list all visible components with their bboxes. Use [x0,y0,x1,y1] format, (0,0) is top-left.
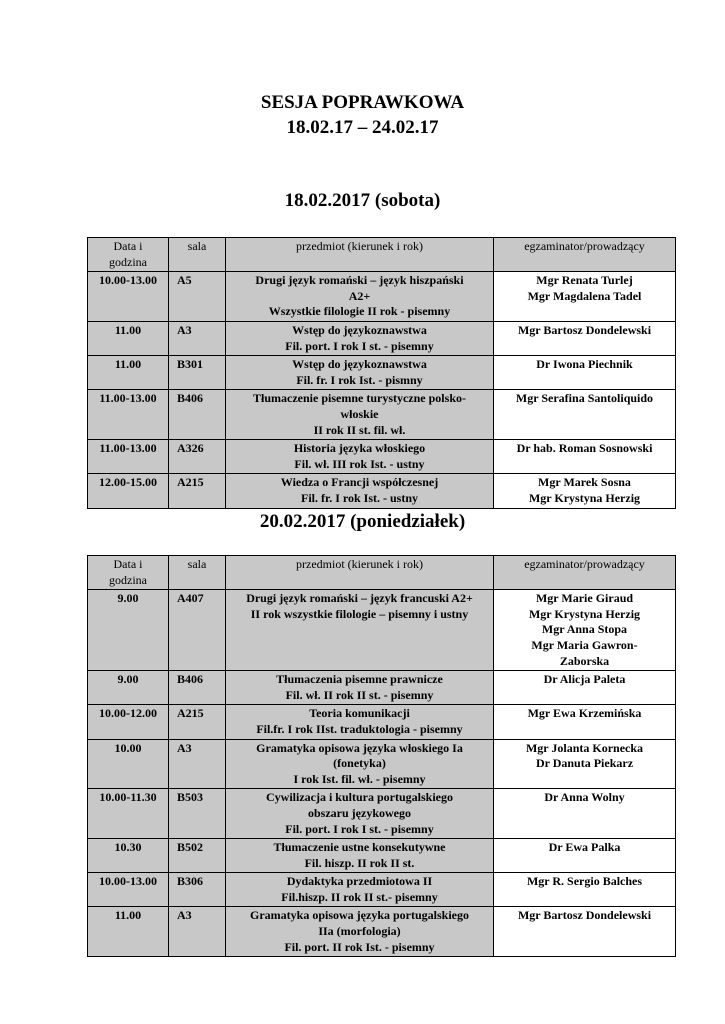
cell-room: A3 [169,907,226,957]
table-row [88,873,676,907]
column-header-time: Data i godzina [88,556,169,590]
day-heading-monday: 20.02.2017 (poniedziałek) [259,511,466,532]
cell-room: A5 [169,272,226,322]
cell-time: 11.00-13.00 [88,390,169,440]
cell-room: A407 [169,590,226,671]
cell-examiner: Mgr Bartosz Dondelewski [494,907,676,957]
table-row [88,590,676,671]
cell-examiner: Mgr Renata Turlej Mgr Magdalena Tadel [494,272,676,322]
cell-time: 11.00 [88,907,169,957]
table-row [88,789,676,839]
cell-time: 10.00-12.00 [88,705,169,739]
title-line-session: SESJA POPRAWKOWA [260,92,465,113]
cell-room: A3 [169,739,226,789]
cell-time: 10.00 [88,739,169,789]
cell-examiner: Dr hab. Roman Sosnowski [494,440,676,474]
cell-subject: Tłumaczenie ustne konsekutywne Fil. hiszp. II rok II st. [226,839,494,873]
table-header-row [88,556,676,590]
cell-subject: Historia języka włoskiego Fil. wł. III rok Ist. - ustny [226,440,494,474]
column-header-examiner: egzaminator/prowadzący [494,556,676,590]
table-row [88,907,676,957]
table-row [88,671,676,705]
cell-subject: Teoria komunikacji Fil.fr. I rok IIst. traduktologia - pisemny [226,705,494,739]
cell-room: B502 [169,839,226,873]
cell-time: 10.00-13.00 [88,272,169,322]
table-row [88,474,676,508]
cell-room: B406 [169,390,226,440]
cell-subject: Drugi język romański – język francuski A2+ II rok wszystkie filologie – pisemny i ustny [226,590,494,671]
cell-examiner: Mgr Bartosz Dondelewski [494,321,676,355]
table-row [88,440,676,474]
cell-examiner: Dr Anna Wolny [494,789,676,839]
cell-time: 9.00 [88,590,169,671]
table-row [88,321,676,355]
cell-examiner: Mgr Ewa Krzemińska [494,705,676,739]
cell-room: A215 [169,474,226,508]
cell-examiner: Dr Iwona Piechnik [494,356,676,390]
column-header-room: sala [169,556,226,590]
day-heading-saturday: 18.02.2017 (sobota) [284,190,441,211]
cell-examiner: Mgr Marie Giraud Mgr Krystyna Herzig Mgr Anna Stopa Mgr Maria Gawron- Zaborska [494,590,676,671]
table-row [88,272,676,322]
cell-time: 10.00-13.00 [88,873,169,907]
cell-examiner: Mgr Jolanta Kornecka Dr Danuta Piekarz [494,739,676,789]
cell-room: B503 [169,789,226,839]
column-header-room: sala [169,238,226,272]
table-row [88,839,676,873]
cell-subject: Wiedza o Francji współczesnej Fil. fr. I rok Ist. - ustny [226,474,494,508]
table-header-row [88,238,676,272]
table-row [88,390,676,440]
column-header-subject: przedmiot (kierunek i rok) [226,238,494,272]
cell-room: B301 [169,356,226,390]
cell-room: B306 [169,873,226,907]
cell-examiner: Dr Alicja Paleta [494,671,676,705]
column-header-examiner: egzaminator/prowadzący [494,238,676,272]
cell-time: 12.00-15.00 [88,474,169,508]
cell-examiner: Mgr Serafina Santoliquido [494,390,676,440]
cell-subject: Wstęp do językoznawstwa Fil. fr. I rok Ist. - pismny [226,356,494,390]
cell-examiner: Mgr Marek Sosna Mgr Krystyna Herzig [494,474,676,508]
cell-subject: Tłumaczenia pisemne prawnicze Fil. wł. II rok II st. - pisemny [226,671,494,705]
cell-subject: Gramatyka opisowa języka portugalskiego IIa (morfologia) Fil. port. II rok Ist. - pisemny [226,907,494,957]
table-row [88,356,676,390]
cell-subject: Gramatyka opisowa języka włoskiego Ia (fonetyka) I rok Ist. fil. wł. - pisemny [226,739,494,789]
schedule-table-monday [87,555,676,957]
cell-room: A3 [169,321,226,355]
cell-time: 11.00-13.00 [88,440,169,474]
cell-room: A215 [169,705,226,739]
cell-examiner: Dr Ewa Palka [494,839,676,873]
cell-time: 11.00 [88,321,169,355]
cell-time: 10.30 [88,839,169,873]
cell-time: 9.00 [88,671,169,705]
column-header-subject: przedmiot (kierunek i rok) [226,556,494,590]
cell-time: 10.00-11.30 [88,789,169,839]
cell-room: B406 [169,671,226,705]
cell-time: 11.00 [88,356,169,390]
cell-subject: Cywilizacja i kultura portugalskiego obszaru językowego Fil. port. I rok I st. - pisemny [226,789,494,839]
page-title [0,90,725,140]
column-header-time: Data i godzina [88,238,169,272]
cell-examiner: Mgr R. Sergio Balches [494,873,676,907]
cell-subject: Tłumaczenie pisemne turystyczne polsko- włoskie II rok II st. fil. wł. [226,390,494,440]
table-row [88,739,676,789]
cell-subject: Dydaktyka przedmiotowa II Fil.hiszp. II rok II st.- pisemny [226,873,494,907]
table-row [88,705,676,739]
title-line-dates: 18.02.17 – 24.02.17 [286,117,439,138]
schedule-table-saturday [87,237,676,509]
cell-room: A326 [169,440,226,474]
cell-subject: Wstęp do językoznawstwa Fil. port. I rok I st. - pisemny [226,321,494,355]
cell-subject: Drugi język romański – język hiszpański A2+ Wszystkie filologie II rok - pisemny [226,272,494,322]
